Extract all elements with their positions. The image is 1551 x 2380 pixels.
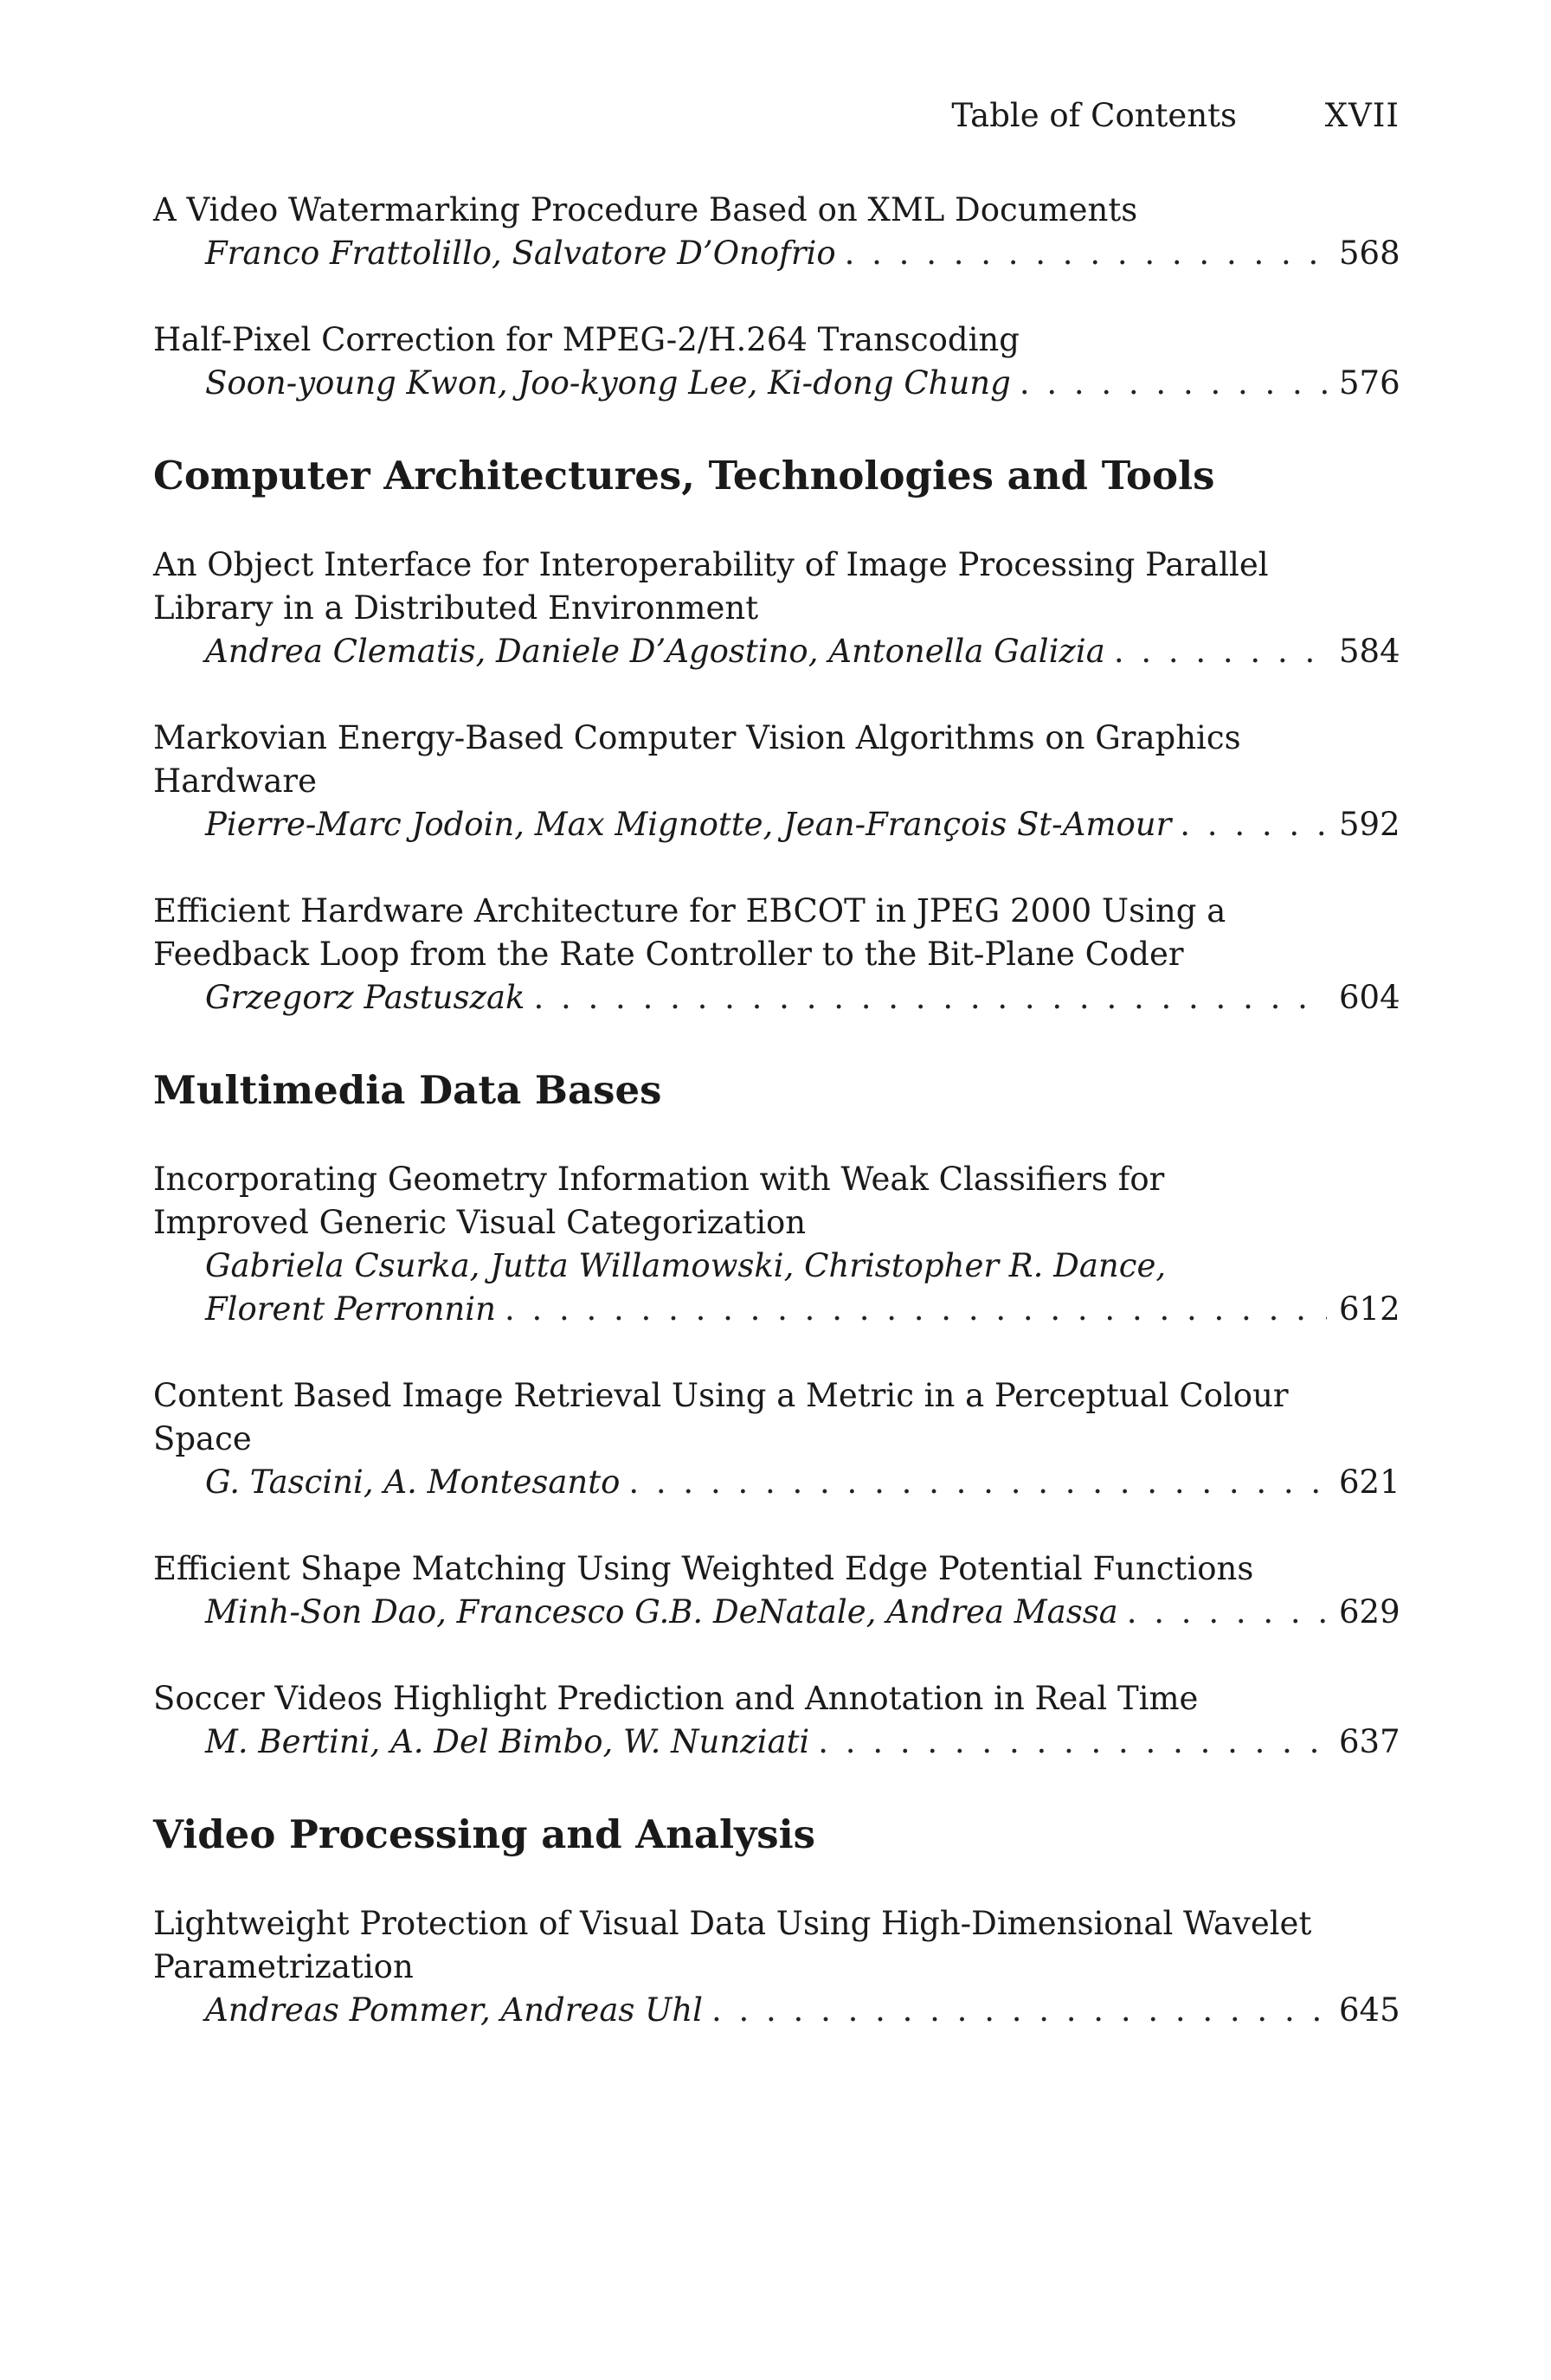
entry-page-number[interactable]: 576 [1339,364,1400,402]
entry-title-line: Parametrization [153,1948,414,1985]
entry-title-line: Hardware [153,762,318,800]
toc-entry[interactable] [153,717,1400,846]
entry-authors-row [153,232,1400,275]
toc-entry[interactable] [153,1374,1400,1504]
dot-leader [1127,1591,1327,1634]
entry-page-number[interactable]: 637 [1339,1723,1400,1760]
entry-page-number[interactable]: 568 [1339,235,1400,272]
entry-authors: Franco Frattolillo, Salvatore D’Onofrio [205,235,836,272]
entry-title-line: Space [153,1420,252,1457]
entry-page-number[interactable]: 592 [1339,806,1400,843]
entry-page-number[interactable]: 645 [1339,1991,1400,2029]
dot-leader [711,1989,1327,2032]
entry-authors: Soon-young Kwon, Joo-kyong Lee, Ki-dong Chung [205,364,1011,402]
entry-authors: Grzegorz Pastuszak [205,979,525,1016]
entry-authors: Minh-Son Dao, Francesco G.B. DeNatale, Andrea Massa [205,1593,1118,1631]
entry-gap [153,1331,1400,1374]
toc-entry[interactable] [153,1547,1400,1634]
entry-title-line: A Video Watermarking Procedure Based on XML Documents [153,191,1138,228]
entry-gap [153,1504,1400,1547]
entry-authors-row [153,1288,1400,1331]
entry-title-line: Markovian Energy-Based Computer Vision Algorithms on Graphics [153,719,1241,756]
entry-authors: Florent Perronnin [205,1290,496,1328]
entry-page-number[interactable]: 629 [1339,1593,1400,1631]
entry-page-number[interactable]: 612 [1339,1290,1400,1328]
entry-authors: G. Tascini, A. Montesanto [205,1463,621,1501]
section-heading: Video Processing and Analysis [153,1811,815,1857]
entry-title-line: Soccer Videos Highlight Prediction and Annotation in Real Time [153,1680,1199,1717]
toc-entry[interactable] [153,890,1400,1020]
entry-authors-row [153,1721,1400,1764]
entry-authors: Andrea Clematis, Daniele D’Agostino, Antonella Galizia [205,633,1105,670]
section-heading: Computer Architectures, Technologies and Tools [153,453,1215,499]
entry-title-line: An Object Interface for Interoperability of Image Processing Parallel [153,546,1269,583]
running-head-page-number: XVII [1324,97,1400,134]
toc-entry[interactable] [153,1158,1400,1331]
entry-authors: M. Bertini, A. Del Bimbo, W. Nunziati [205,1723,810,1760]
toc-entry[interactable] [153,318,1400,405]
running-head-title: Table of Contents [951,97,1237,134]
entry-title-line: Content Based Image Retrieval Using a Metric in a Perceptual Colour [153,1377,1289,1414]
entry-authors-row [153,362,1400,405]
entry-authors-row [153,1461,1400,1504]
entry-gap [153,846,1400,890]
entry-page-number[interactable]: 584 [1339,633,1400,670]
entry-authors: Andreas Pommer, Andreas Uhl [205,1991,703,2029]
entry-title-line: Improved Generic Visual Categorization [153,1204,807,1241]
dot-leader [845,232,1327,275]
entry-title-line: Efficient Hardware Architecture for EBCOT in JPEG 2000 Using a [153,892,1226,929]
entry-authors-line: Gabriela Csurka, Jutta Willamowski, Christopher R. Dance, [205,1247,1167,1284]
entry-authors-row [153,803,1400,846]
dot-leader [1114,630,1327,673]
entry-gap [153,1634,1400,1677]
entry-authors-row [153,630,1400,673]
toc-entry[interactable] [153,1677,1400,1764]
entry-title-line: Lightweight Protection of Visual Data Using High-Dimensional Wavelet [153,1905,1312,1942]
entry-authors-row [153,976,1400,1020]
running-head [153,97,1400,140]
entry-gap [153,275,1400,318]
entry-title-line: Library in a Distributed Environment [153,589,759,627]
entry-title-line: Half-Pixel Correction for MPEG-2/H.264 Transcoding [153,321,1020,358]
entry-gap [153,673,1400,717]
toc-entry[interactable] [153,189,1400,275]
toc-entry[interactable] [153,1902,1400,2032]
toc-entry[interactable] [153,544,1400,673]
dot-leader [818,1721,1327,1764]
dot-leader [628,1461,1327,1504]
dot-leader [1180,803,1327,846]
entry-authors-row [153,1591,1400,1634]
entry-page-number[interactable]: 604 [1339,979,1400,1016]
dot-leader [505,1288,1327,1331]
toc-content [153,189,1400,2032]
dot-leader [1020,362,1327,405]
entry-page-number[interactable]: 621 [1339,1463,1400,1501]
entry-title-line: Efficient Shape Matching Using Weighted Edge Potential Functions [153,1550,1254,1587]
dot-leader [533,976,1327,1020]
section-heading: Multimedia Data Bases [153,1067,662,1113]
entry-title-line: Feedback Loop from the Rate Controller to the Bit-Plane Coder [153,936,1184,973]
entry-authors-row [153,1989,1400,2032]
entry-title-line: Incorporating Geometry Information with Weak Classifiers for [153,1161,1165,1198]
entry-authors: Pierre-Marc Jodoin, Max Mignotte, Jean-François St-Amour [205,806,1172,843]
